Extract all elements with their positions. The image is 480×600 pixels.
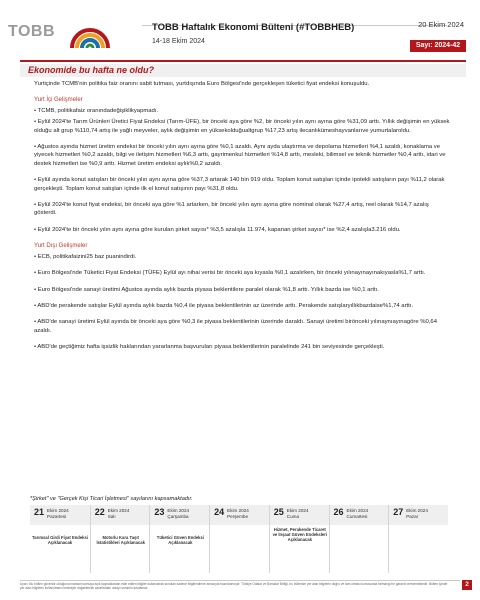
bulletin-week: 14-18 Ekim 2024 [152,38,205,45]
day-weekday: Cuma [286,513,300,519]
calendar-day [329,505,390,573]
domestic-item: • TCMB, politikafaiz oranındadeğişiklikyapmadı. [34,107,159,114]
foreign-item: • ABD'de sanayi üretimi Eylül ayında bir önceki aya göre %0,3 ile piyasa beklentilerinin üzerinde daraldı. Sanayi üretimi birönceki yılınaynıayınagöre %0,64 azaldı. [34,319,437,334]
calendar-day [388,505,449,573]
header-rule [20,60,466,62]
calendar-day [90,505,151,573]
day-event: Motorlu Kara Taşıt İstatistikleri Açıklanacak [96,535,145,546]
calendar-day [30,505,90,573]
day-event: Tarımsal Girdi Fiyat Endeksi Açıklanacak [32,535,89,546]
section-title: Ekonomide bu hafta ne oldu? [28,65,154,75]
foreign-item: • Euro Bölgesi'nde Tüketici Fiyat Endeksi (TÜFE) Eylül ayı nihai verisi bir önceki aya kıyasla %0,1 azalırken, bir önceki yılınayınayınakıyasla%1,7 arttı. [34,270,426,277]
footnote: *Şirket" ve "Gerçek Kişi Ticari İşletmesi" sayılarını kapsamaktadır. [30,496,193,502]
day-weekday: Salı [107,513,116,519]
day-event: Tüketici Güven Endeksi Açıklanacak [156,535,205,546]
day-weekday: Çarşamba [167,513,189,519]
domestic-item: • Eylül 2024'te konut fiyat endeksi, bir önceki aya göre %1 artarken, bir önceki yılın aynı ayına göre nominal olarak %27,4 artış, reel olarak %14,7 azalış gösterdi. [34,202,429,217]
section-heading [20,64,466,77]
day-date: Ekim 2024 [346,508,369,513]
day-number: 25 [273,507,284,517]
tobb-logo [8,14,108,50]
logo-text: TOBB [8,23,56,40]
day-event: Hizmet, Perakende Ticaret ve İnşaat Güven Endeksleri Açıklanacak [272,527,328,543]
day-weekday: Pazartesi [47,513,67,519]
page-number: 2 [462,580,472,590]
foreign-item: • ABD'de perakende satışlar Eylül ayında aylık bazda %0,4 ile piyasa beklentilerinin az üzerinde arttı. Perakende satışlaryıllıkbazdaise%1,74 arttı. [34,302,414,309]
calendar-day [149,505,210,573]
domestic-item: • Eylül ayında konut satışları bir önceki yılın aynı ayına göre %37,3 artarak 140 bin 919 oldu. Toplam konut satışları içinde ipotekli satışların payı %11,2 olarak gerçekleşti. Toplam konut satışları içinde ilk el konut satışının payı %31,8 oldu. [34,177,445,192]
day-number: 21 [34,507,45,517]
footer-rule [20,580,460,581]
foreign-item: • Euro Bölgesi'nde sanayi üretimi Ağustos ayında aylık bazda piyasa beklentilere paralel olarak %1,8 arttı. Yıllık bazda ise %0,1 arttı. [34,286,379,293]
day-weekday: Pazar [406,513,419,519]
day-date: Ekim 2024 [286,508,309,513]
calendar-day [269,505,330,573]
foreign-item: • ABD'de geçtiğimiz hafta işsizlik haklarından yararlanma başvuruları piyasa beklentilerinin paralelinde 241 bin seviyesinde gerçekleşti. [34,344,385,351]
day-date: Ekim 2024 [47,508,69,513]
day-weekday: Perşembe [227,513,249,519]
bulletin-body [34,80,452,355]
intro-paragraph: Yurtiçinde TCMB'nin politika faiz oranını sabit tutması, yurtdışında Euro Bölgesi'nde gerçekleşen tüketici fiyat endeksi konuşuldu. [34,81,370,87]
day-number: 22 [94,507,105,517]
weekly-calendar [30,505,448,573]
day-number: 24 [214,507,225,517]
foreign-item: • ECB, politikafaizini25 baz puanindirdi. [34,253,137,260]
domestic-item: • Eylül 2024'te bir önceki yılın aynı ayına göre kurulan şirket sayısı* %3,5 azalışla 11.974, kapanan şirket sayısı* ise %2,4 azalışla3.216 oldu. [34,226,401,233]
issue-badge: Sayı: 2024-42 [410,40,466,52]
page-header [0,0,480,60]
calendar-day [209,505,270,573]
domestic-item: • Ağustos ayında hizmet üretim endeksi bir önceki yılın aynı ayına göre %0,1 azaldı. Aynı ayda ulaştırma ve depolama hizmetleri %4,1 azaldı, konaklama ve yiyecek hizmetleri %0,2 azaldı, bilgi ve iletişim hizmetleri %6,3 arttı, gayrimenkul hizmetleri %14,8 arttı, mesleki, bilimsel ve teknik hizmetler %0,4 arttı, idari ve destek hizmetleri ise %0,9 arttı. Hizmet üretim endeksi aylık%0,2 azaldı. [34,144,446,167]
tobb-emblem-icon [68,14,112,50]
foreign-heading: Yurt Dışı Gelişmeler [34,243,88,250]
day-weekday: Cumartesi [346,513,368,519]
day-number: 27 [393,507,404,517]
domestic-heading: Yurt İçi Gelişmeler [34,97,83,104]
bulletin-title: TOBB Haftalık Ekonomi Bülteni (#TOBBHEB) [152,22,355,33]
day-date: Ekim 2024 [406,508,428,513]
day-date: Ekim 2024 [167,508,190,513]
disclaimer: Uyarı: Bu bülten güvenilir olduğuna inanılan kamuya açık kaynaklardan elde edilen bilgiler kullanılarak sunulan sadece bilgilendirme amacıyla hazırlanmıştır. Türkiye Odalar ve Borsalar Birliği, bu bültende yer alan bilgilerin doğru ve tam olması konusunda herhangi bir garanti vermemektedir. Bülten içinde yer alan bilgilerin kullanılması nedeniyle doğabilecek zararlardan dolayı sorumlu tutulamaz. [20,582,448,590]
day-date: Ekim 2024 [227,508,249,513]
day-date: Ekim 2024 [107,508,130,513]
day-number: 23 [154,507,165,517]
domestic-item: • Eylül 2024'te Tarım Ürünleri Üretici Fiyat Endeksi (Tarım-ÜFE), bir önceki aya göre %2, bir önceki yılın aynı ayına göre %31,09 arttı. Yıllık değişimin en yüksek olduğu alt grup %110,74 artış ile yağlı meyveler, aylık değişimin en yüksekolduğualtgrup %17,23 artış ilecanlıkümeshayvanlarıve yumurtalaroldu. [34,119,450,134]
bulletin-date: 20 Ekim 2024 [418,20,464,29]
day-number: 26 [333,507,344,517]
